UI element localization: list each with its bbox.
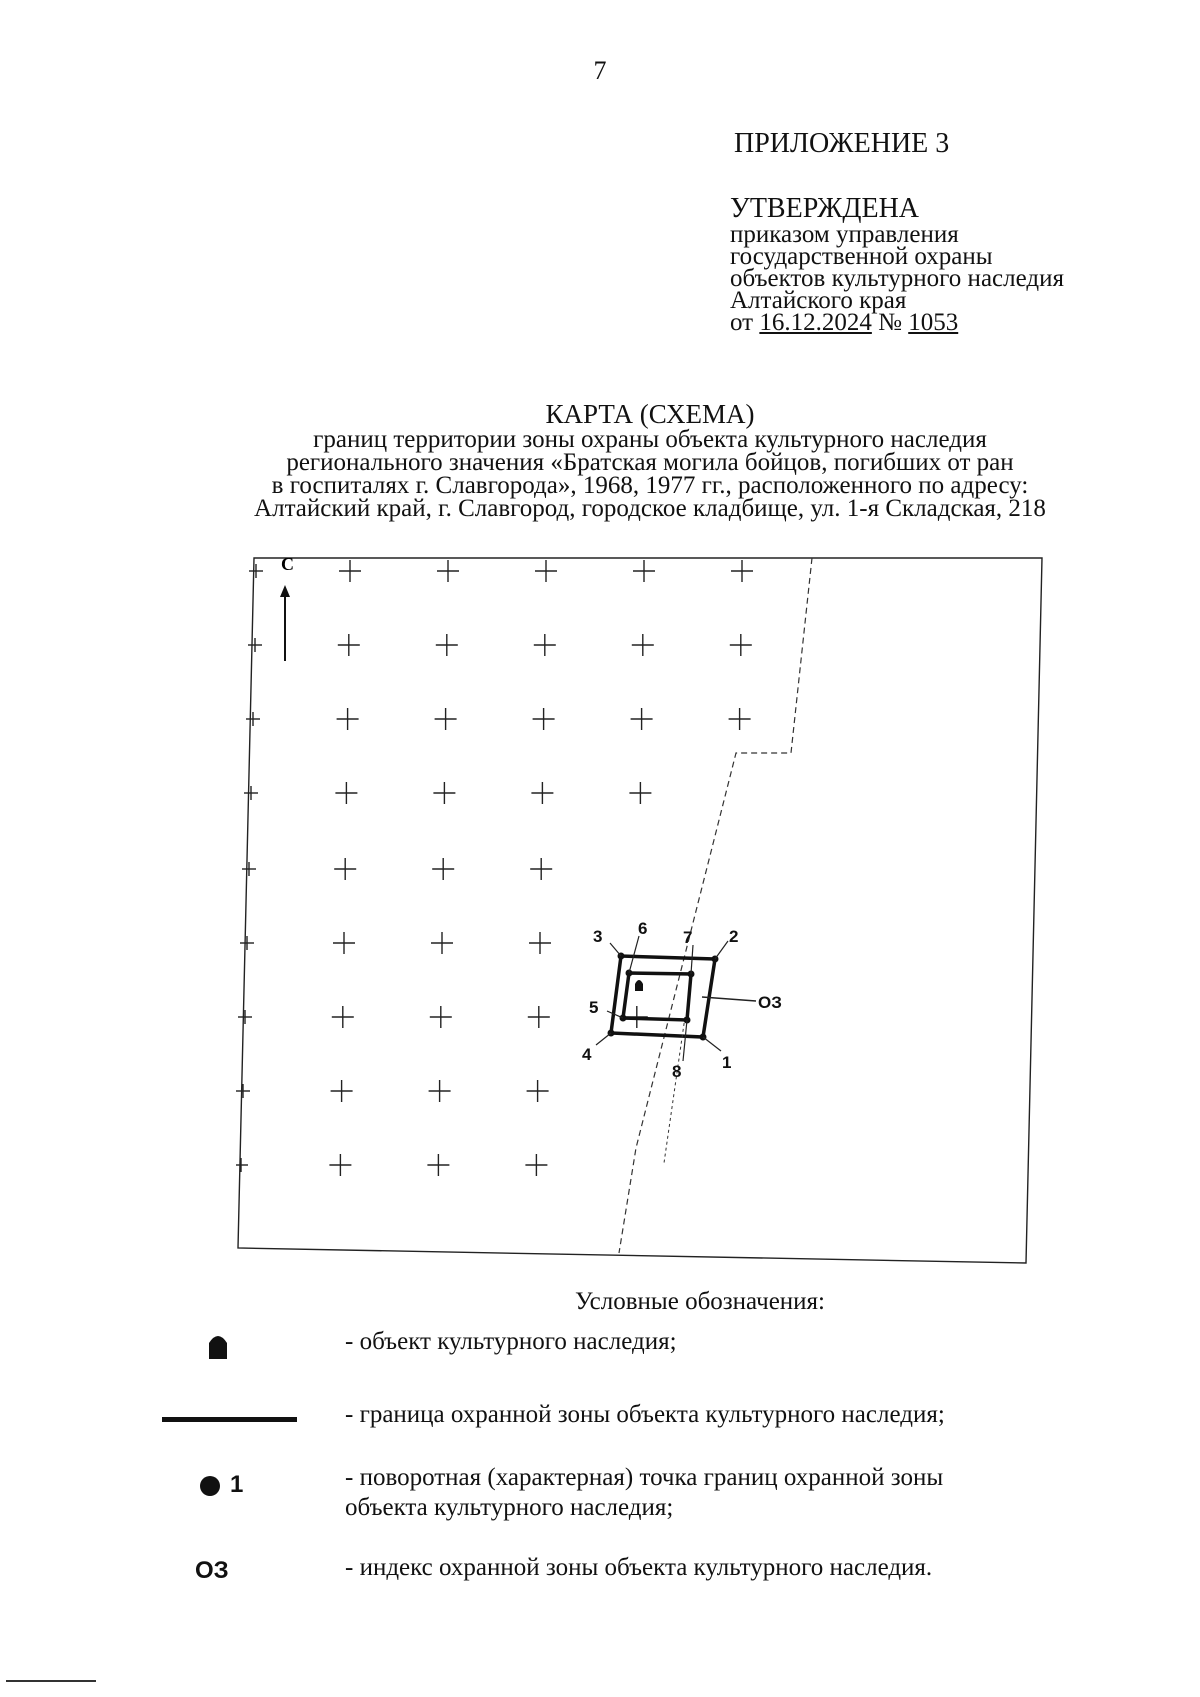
approval-date-line (730, 309, 1170, 336)
territory-dashed-line (619, 558, 812, 1253)
legend-item-boundary (0, 1400, 1200, 1440)
page-number: 7 (593, 56, 607, 85)
inner-object-boundary (623, 973, 691, 1020)
approval-block (730, 194, 1170, 334)
point-label-3: 3 (593, 927, 603, 946)
approval-date: 16.12.2024 (759, 309, 872, 336)
approval-line-4: Алтайского края (730, 287, 907, 314)
zone-index-label: ОЗ (758, 993, 782, 1012)
document-title-line-3: в госпиталях г. Славгорода», 1968, 1977 гг., расположенного по адресу: (271, 472, 1029, 499)
legend-text-monument: - объект культурного наследия; (345, 1328, 677, 1355)
point-label-2: 2 (729, 927, 739, 946)
legend-item-zone-index (0, 1553, 1200, 1593)
approval-line-3: объектов культурного наследия (730, 265, 1064, 292)
approval-date-prefix: от (730, 309, 754, 336)
document-title-block (190, 400, 1110, 520)
legend-item-monument (0, 1327, 1200, 1367)
point-label-4: 4 (582, 1045, 592, 1064)
legend-text-zone-index: - индекс охранной зоны объекта культурного наследия. (345, 1554, 933, 1581)
approval-line-1: приказом управления (730, 221, 959, 248)
legend-text-boundary: - граница охранной зоны объекта культурного наследия; (345, 1401, 945, 1428)
point-label-5: 5 (589, 998, 599, 1017)
approval-number: 1053 (908, 309, 959, 336)
appendix-label: ПРИЛОЖЕНИЕ 3 (734, 128, 950, 159)
legend-text-turning-point-2: объекта культурного наследия; (345, 1494, 674, 1521)
footer-rule (6, 1680, 96, 1682)
approval-title: УТВЕРЖДЕНА (730, 193, 920, 224)
document-title-line-2: регионального значения «Братская могила бойцов, погибших от ран (286, 449, 1014, 476)
approval-line-2: государственной охраны (730, 243, 993, 270)
turning-point-symbol: 1 (230, 1471, 244, 1498)
point-label-7: 7 (683, 928, 693, 947)
document-title-line-1: границ территории зоны охраны объекта культурного наследия (313, 426, 987, 453)
point-label-6: 6 (638, 919, 648, 938)
monument-icon (207, 1331, 229, 1361)
legend-heading: Условные обозначения: (574, 1288, 826, 1315)
legend-item-turning-point (0, 1463, 1200, 1533)
point-label-1: 1 (722, 1053, 732, 1072)
approval-number-sign: № (878, 309, 902, 336)
north-label: С (281, 554, 294, 574)
legend-text-turning-point-1: - поворотная (характерная) точка границ охранной зоны (345, 1464, 944, 1491)
north-arrow (280, 554, 294, 661)
map-frame (238, 558, 1042, 1263)
document-title-line-4: Алтайский край, г. Славгород, городское кладбище, ул. 1-я Складская, 218 (254, 495, 1046, 522)
document-title: КАРТА (СХЕМА) (545, 399, 755, 429)
map-monument-icon (635, 980, 643, 991)
point-label-8: 8 (672, 1062, 682, 1081)
turning-point-icon (200, 1476, 220, 1496)
boundary-map (236, 553, 1046, 1283)
zone-index-symbol: ОЗ (195, 1557, 229, 1584)
boundary-line-icon (162, 1417, 297, 1422)
